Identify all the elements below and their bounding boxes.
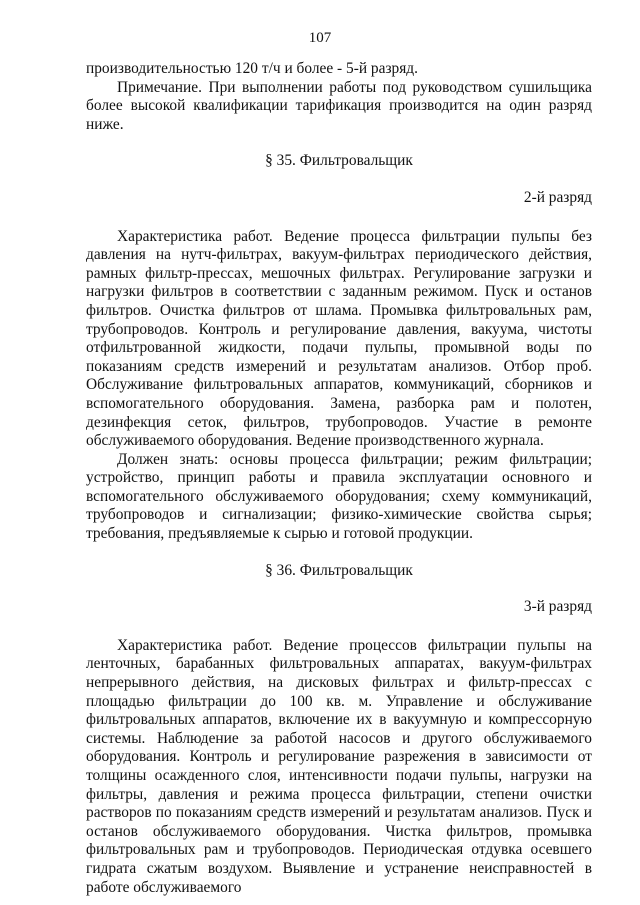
continuation-text: производительностью 120 т/ч и более - 5-й разряд.: [86, 60, 418, 77]
section-36-grade: 3-й разряд: [523, 598, 592, 616]
section-35-heading: § 35. Фильтровальщик: [265, 152, 413, 170]
section-35-must-know: Должен знать: основы процесса фильтрации; режим фильтрации; устройство, принцип работы и правила эксплуатации основного и вспомогательного обслуживаемого оборудования; схему коммуникаций, трубопроводов и сигнализации; физико-химические свойства сырья; требования, предъявляемые к сырью и готовой продукции.: [86, 450, 592, 543]
section-36-characteristics: Характеристика работ. Ведение процессов фильтрации пульпы на ленточных, барабанных фильтровальных аппаратах, вакуум-фильтрах непрерывного действия, на дисковых фильтрах и фильтр-прессах с площадью фильтрации до 100 кв. м. Управление и обслуживание фильтровальных аппаратов, включение их в вакуумную и компрессорную системы. Наблюдение за работой насосов и другого обслуживаемого оборудования. Контроль и регулирование разрежения в зависимости от толщины осажденного слоя, интенсивности подачи пульпы, нагрузки на фильтры, давления и режима процесса фильтрации, степени очистки растворов по показаниям средств измерений и результатам анализов. Пуск и останов обслуживаемого оборудования. Чистка фильтров, промывка фильтровальных рам и трубопроводов. Периодическая отдувка осевшего гидрата сжатым воздухом. Выявление и устранение неисправностей в работе обслуживаемого: [86, 636, 592, 896]
page-content: [86, 60, 592, 897]
section-35-characteristics: Характеристика работ. Ведение процесса фильтрации пульпы без давления на нутч-фильтрах, вакуум-фильтрах периодического действия, рамных фильтр-прессах, мешочных фильтрах. Регулирование загрузки и нагрузки фильтров в соответствии с заданным режимом. Пуск и останов фильтров. Очистка фильтров от шлама. Промывка фильтровальных рам, трубопроводов. Контроль и регулирование давления, вакуума, чистоты отфильтрованной жидкости, подачи пульпы, промывной воды по показаниям средств измерений и результатам анализов. Отбор проб. Обслуживание фильтровальных аппаратов, коммуникаций, сборников и вспомогательного оборудования. Замена, разборка рам и полотен, дезинфекция сеток, фильтров, трубопроводов. Участие в ремонте обслуживаемого оборудования. Ведение производственного журнала.: [86, 227, 592, 450]
page-number: 107: [308, 30, 332, 46]
section-36-heading: § 36. Фильтровальщик: [265, 561, 413, 579]
note-paragraph: Примечание. При выполнении работы под руководством сушильщика более высокой квалификации тарификация производится на один разряд ниже.: [86, 78, 592, 133]
section-35-grade: 2-й разряд: [523, 188, 592, 206]
